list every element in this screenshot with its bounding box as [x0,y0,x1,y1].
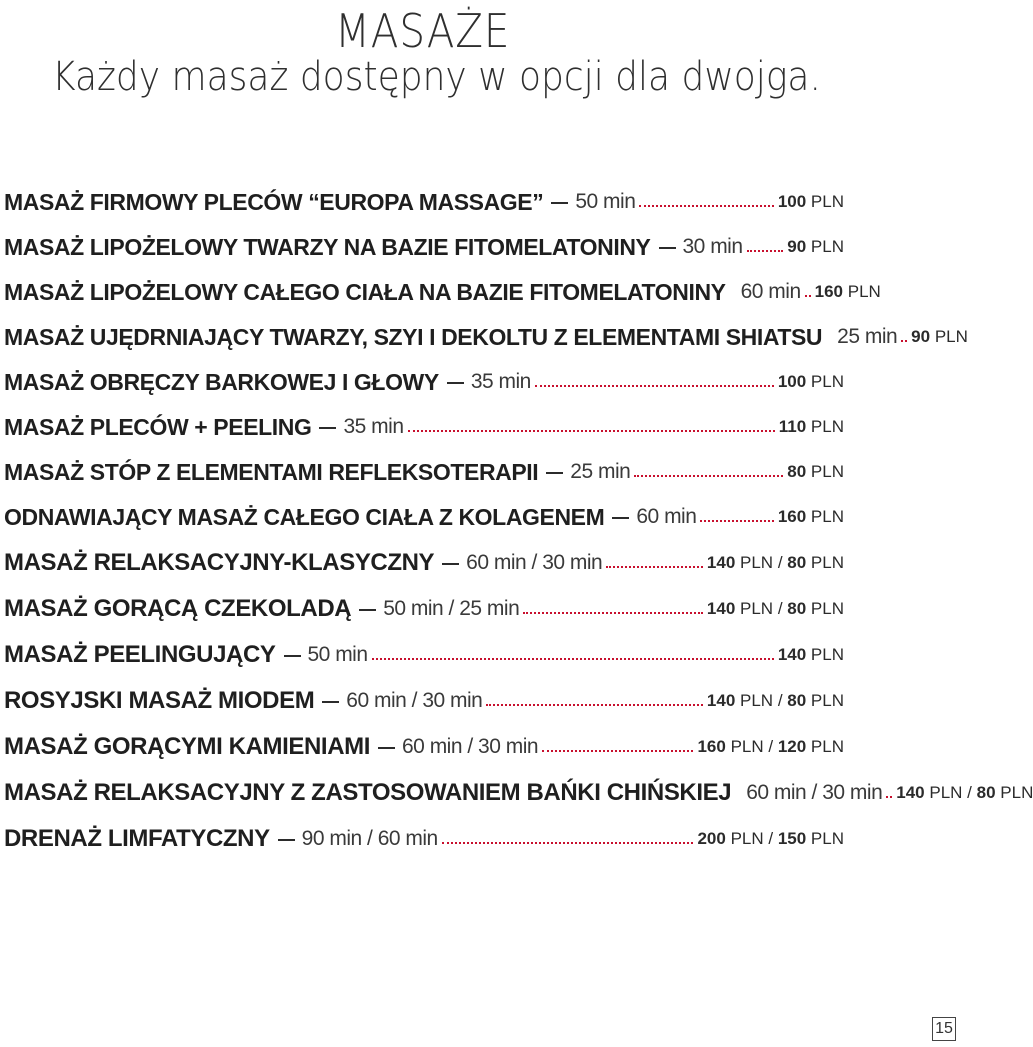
service-duration: 60 min [636,505,697,528]
service-duration: 35 min [343,415,404,438]
service-price: 90 PLN [787,237,844,256]
dash-separator [659,247,676,249]
service-name: ROSYJSKI MASAŻ MIODEM [4,687,315,714]
dotted-leader [542,750,693,752]
price-row [4,722,844,768]
dotted-leader [486,704,703,706]
service-price: 80 PLN [787,462,844,481]
service-price: 140 PLN / 80 PLN [896,783,1033,802]
dash-separator [284,655,301,657]
service-name: MASAŻ GORĄCĄ CZEKOLADĄ [4,595,352,622]
price-row [4,676,844,722]
service-price: 140 PLN / 80 PLN [706,599,844,618]
price-row [4,268,881,313]
service-price: 140 PLN [777,645,844,664]
service-name: MASAŻ FIRMOWY PLECÓW “EUROPA MASSAGE” [4,189,544,215]
dotted-leader [606,566,703,568]
price-row [4,768,1033,814]
service-price: 100 PLN [777,372,844,391]
price-row [4,313,968,358]
service-duration: 90 min / 60 min [301,827,438,850]
dotted-leader [700,520,773,522]
service-name: MASAŻ LIPOŻELOWY TWARZY NA BAZIE FITOMELATONINY [4,234,651,260]
service-name: MASAŻ RELAKSACYJNY-KLASYCZNY [4,549,435,576]
service-name: DRENAŻ LIMFATYCZNY [4,825,270,852]
dotted-leader [372,658,774,660]
dotted-leader [523,612,703,614]
service-name: MASAŻ STÓP Z ELEMENTAMI REFLEKSOTERAPII [4,459,539,485]
dash-separator [551,202,568,204]
service-duration: 50 min / 25 min [383,597,520,620]
dash-separator [612,517,629,519]
service-duration: 25 min [570,460,631,483]
service-name: MASAŻ OBRĘCZY BARKOWEJ I GŁOWY [4,369,439,395]
service-name: MASAŻ GORĄCYMI KAMIENIAMI [4,733,370,760]
service-duration: 50 min [575,190,636,213]
service-price: 110 PLN [778,417,844,436]
price-row [4,223,844,268]
page-title: MASAŻE [335,4,511,58]
dash-separator [359,609,376,611]
service-price: 160 PLN / 120 PLN [697,737,844,756]
price-row [4,584,844,630]
dotted-leader [805,295,811,297]
price-row [4,493,844,538]
dotted-leader [535,385,774,387]
price-row [4,630,844,676]
dotted-leader [901,340,907,342]
dash-separator [278,839,295,841]
service-price: 140 PLN / 80 PLN [706,553,844,572]
service-duration: 50 min [307,643,368,666]
service-name: MASAŻ RELAKSACYJNY Z ZASTOSOWANIEM BAŃKI CHIŃSKIEJ [4,779,732,806]
service-duration: 25 min [837,325,898,348]
dotted-leader [886,796,892,798]
price-row [4,178,844,223]
price-row [4,538,844,584]
service-price: 90 PLN [911,327,968,346]
page-number: 15 [932,1017,956,1041]
dotted-leader [442,842,694,844]
price-row [4,358,844,403]
dash-separator [322,701,339,703]
price-row [4,403,844,448]
dotted-leader [408,430,775,432]
service-duration: 60 min [740,280,801,303]
dash-separator [378,747,395,749]
service-name: MASAŻ UJĘDRNIAJĄCY TWARZY, SZYI I DEKOLTU Z ELEMENTAMI SHIATSU [4,324,823,350]
dotted-leader [639,205,773,207]
dash-separator [546,472,563,474]
price-list [4,178,1033,860]
price-row [4,448,844,493]
service-price: 160 PLN [814,282,881,301]
service-duration: 60 min / 30 min [346,689,483,712]
price-row [4,814,844,860]
service-name: MASAŻ PEELINGUJĄCY [4,641,276,668]
service-price: 200 PLN / 150 PLN [697,829,844,848]
dash-separator [319,427,336,429]
service-duration: 60 min / 30 min [402,735,539,758]
dash-separator [442,563,459,565]
service-duration: 30 min [682,235,743,258]
service-price: 160 PLN [777,507,844,526]
service-price: 100 PLN [777,192,844,211]
dotted-leader [747,250,784,252]
dotted-leader [634,475,783,477]
service-name: MASAŻ PLECÓW + PEELING [4,414,312,440]
service-duration: 60 min / 30 min [746,781,883,804]
service-name: ODNAWIAJĄCY MASAŻ CAŁEGO CIAŁA Z KOLAGENEM [4,504,605,530]
service-duration: 35 min [470,370,531,393]
dash-separator [447,382,464,384]
page-subtitle: Każdy masaż dostępny w opcji dla dwojga. [52,54,821,100]
service-name: MASAŻ LIPOŻELOWY CAŁEGO CIAŁA NA BAZIE FITOMELATONINY [4,279,726,305]
service-price: 140 PLN / 80 PLN [706,691,844,710]
service-duration: 60 min / 30 min [466,551,603,574]
